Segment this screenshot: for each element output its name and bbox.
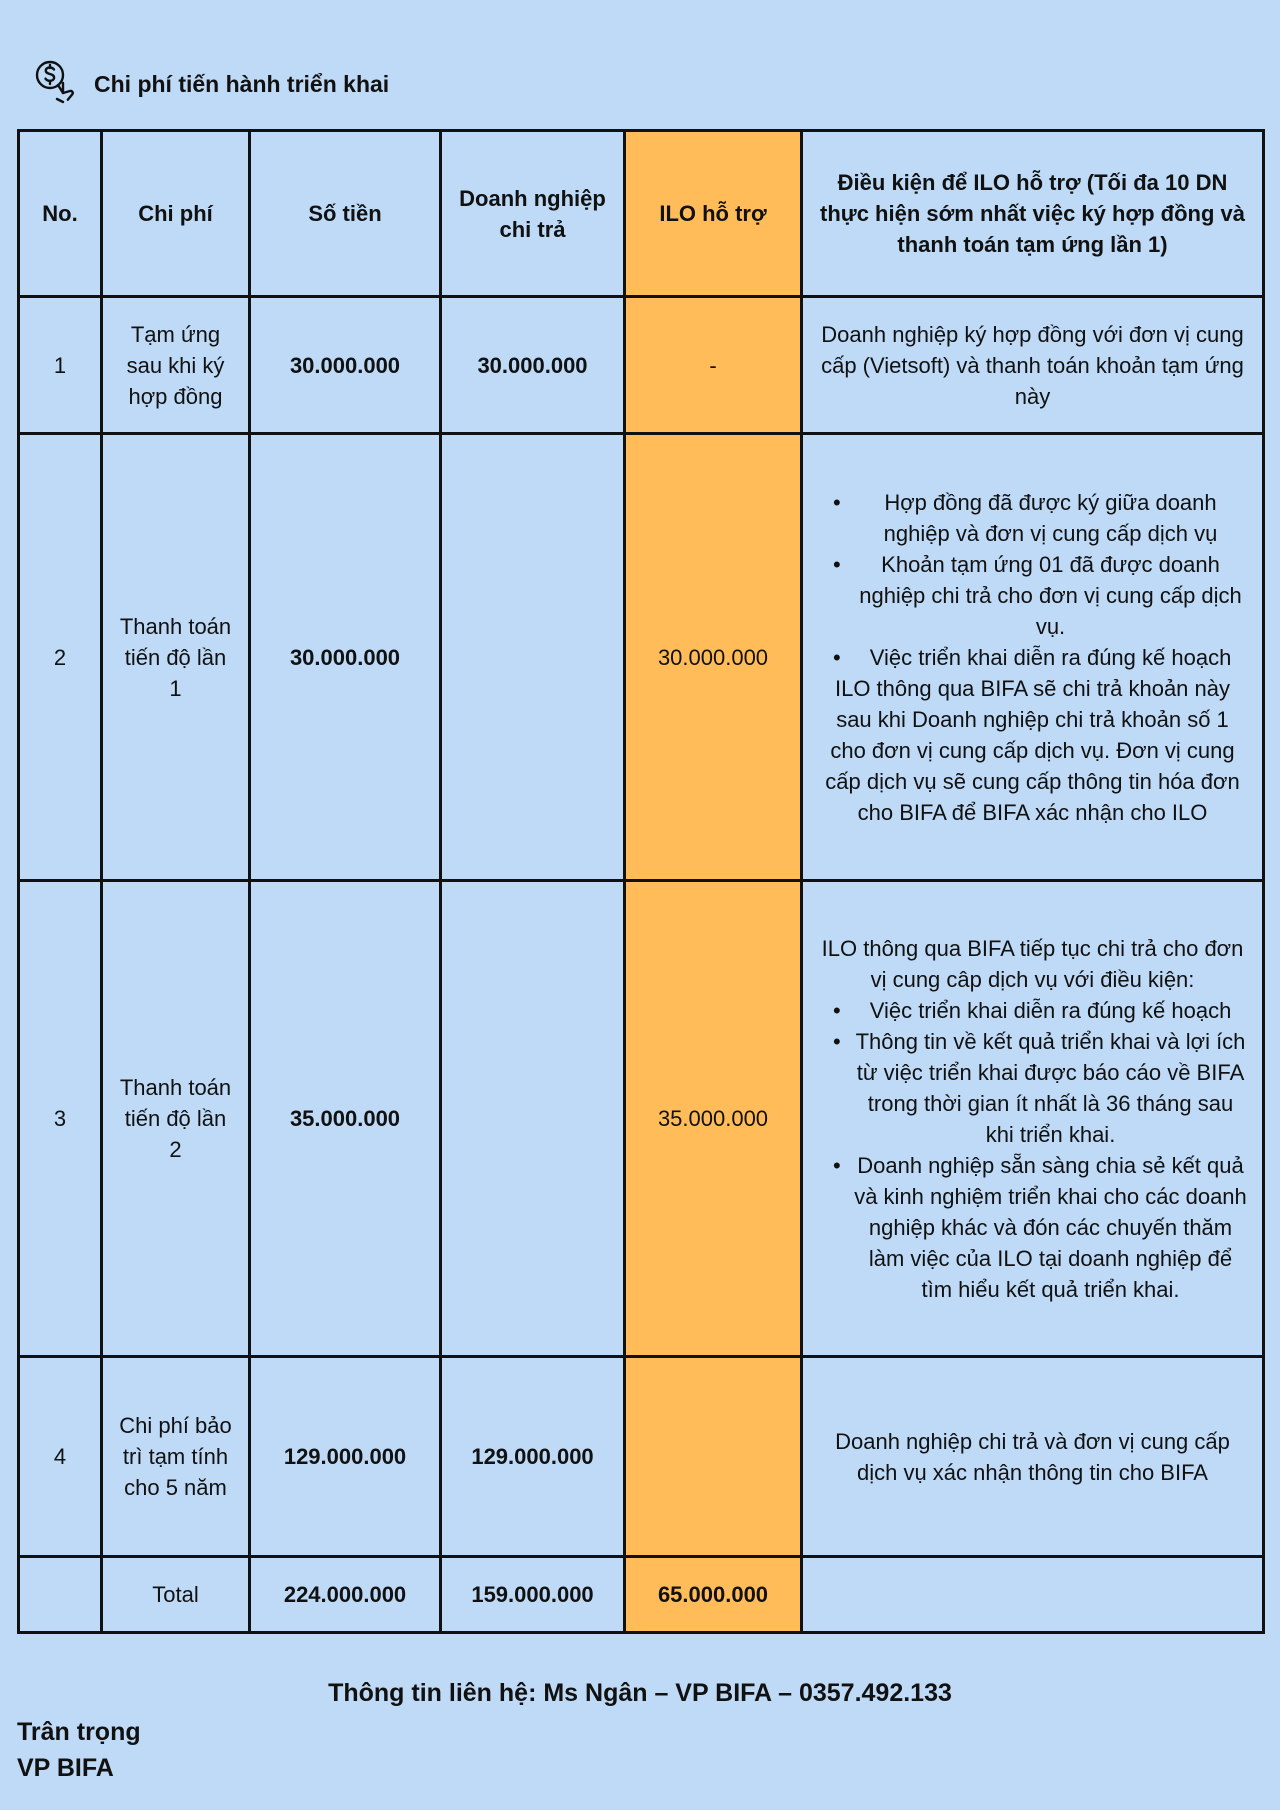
contact-info: Thông tin liên hệ: Ms Ngân – VP BIFA – 0357.492.133	[328, 1679, 952, 1707]
row-no: 3	[19, 881, 102, 1357]
total-enterprise: 159.000.000	[441, 1557, 625, 1633]
condition-intro: ILO thông qua BIFA tiếp tục chi trả cho đơn vị cung câp dịch vụ với điều kiện:	[821, 935, 1244, 992]
table-header-row	[19, 131, 1264, 297]
condition-list	[817, 487, 1248, 673]
signature-block	[17, 1714, 141, 1786]
row-condition	[802, 434, 1264, 881]
list-item: • Khoản tạm ứng 01 đã được doanh nghiệp chi trả cho đơn vị cung cấp dịch vụ.	[835, 549, 1248, 642]
total-ilo: 65.000.000	[625, 1557, 802, 1633]
signature-text: VP BIFA	[17, 1754, 114, 1782]
total-condition	[802, 1557, 1264, 1633]
header-enterprise: Doanh nghiệp chi trả	[441, 131, 625, 297]
total-label: Total	[102, 1557, 250, 1633]
row-condition: Doanh nghiệp chi trả và đơn vị cung cấp dịch vụ xác nhận thông tin cho BIFA	[802, 1357, 1264, 1557]
list-item: • Việc triển khai diễn ra đúng kế hoạch	[835, 642, 1248, 673]
row-condition: Doanh nghiệp ký hợp đồng với đơn vị cung cấp (Vietsoft) và thanh toán khoản tạm ứng này	[802, 297, 1264, 434]
row-no: 4	[19, 1357, 102, 1557]
row-condition	[802, 881, 1264, 1357]
section-title: Chi phí tiến hành triển khai	[94, 70, 390, 97]
dollar-hand-icon	[32, 58, 80, 111]
row-amount: 30.000.000	[250, 434, 441, 881]
row-enterprise: 30.000.000	[441, 297, 625, 434]
header-condition: Điều kiện để ILO hỗ trợ (Tối đa 10 DN thực hiện sớm nhất việc ký hợp đồng và thanh toán tạm ứng lần 1)	[802, 131, 1264, 297]
row-cost: Chi phí bảo trì tạm tính cho 5 năm	[102, 1357, 250, 1557]
row-cost: Thanh toán tiến độ lần 1	[102, 434, 250, 881]
row-ilo: 35.000.000	[625, 881, 802, 1357]
table-row	[19, 297, 1264, 434]
row-no: 1	[19, 297, 102, 434]
condition-list	[817, 995, 1248, 1305]
header-amount: Số tiền	[250, 131, 441, 297]
row-enterprise	[441, 434, 625, 881]
row-amount: 30.000.000	[250, 297, 441, 434]
total-amount: 224.000.000	[250, 1557, 441, 1633]
condition-note: ILO thông qua BIFA sẽ chi trả khoản này sau khi Doanh nghiệp chi trả khoản số 1 cho đơn vị cung cấp dịch vụ. Đơn vị cung cấp dịch vụ sẽ cung cấp thông tin hóa đơn cho BIFA để BIFA xác nhận cho ILO	[825, 675, 1240, 825]
list-item: • Việc triển khai diễn ra đúng kế hoạch	[835, 995, 1248, 1026]
table-row	[19, 1357, 1264, 1557]
table-row	[19, 434, 1264, 881]
section-header	[32, 58, 389, 110]
row-cost: Thanh toán tiến độ lần 2	[102, 881, 250, 1357]
row-ilo	[625, 1357, 802, 1557]
row-enterprise: 129.000.000	[441, 1357, 625, 1557]
header-ilo: ILO hỗ trợ	[625, 131, 802, 297]
row-amount: 35.000.000	[250, 881, 441, 1357]
header-cost: Chi phí	[102, 131, 250, 297]
row-ilo: -	[625, 297, 802, 434]
row-cost: Tạm ứng sau khi ký hợp đồng	[102, 297, 250, 434]
row-amount: 129.000.000	[250, 1357, 441, 1557]
list-item: • Doanh nghiệp sẵn sàng chia sẻ kết quả và kinh nghiệm triển khai cho các doanh nghiệp khác và đón các chuyến thăm làm việc của ILO tại doanh nghiệp để tìm hiểu kết quả triển khai.	[835, 1150, 1248, 1305]
row-ilo: 30.000.000	[625, 434, 802, 881]
total-row	[19, 1557, 1264, 1633]
row-no: 2	[19, 434, 102, 881]
closing-text: Trân trọng	[17, 1718, 141, 1746]
row-enterprise	[441, 881, 625, 1357]
header-no: No.	[19, 131, 102, 297]
list-item: • Hợp đồng đã được ký giữa doanh nghiệp và đơn vị cung cấp dịch vụ	[835, 487, 1248, 549]
total-no	[19, 1557, 102, 1633]
table-row	[19, 881, 1264, 1357]
list-item: • Thông tin về kết quả triển khai và lợi ích từ việc triển khai được báo cáo về BIFA trong thời gian ít nhất là 36 tháng sau khi triển khai.	[835, 1026, 1248, 1150]
cost-table	[17, 129, 1265, 1634]
